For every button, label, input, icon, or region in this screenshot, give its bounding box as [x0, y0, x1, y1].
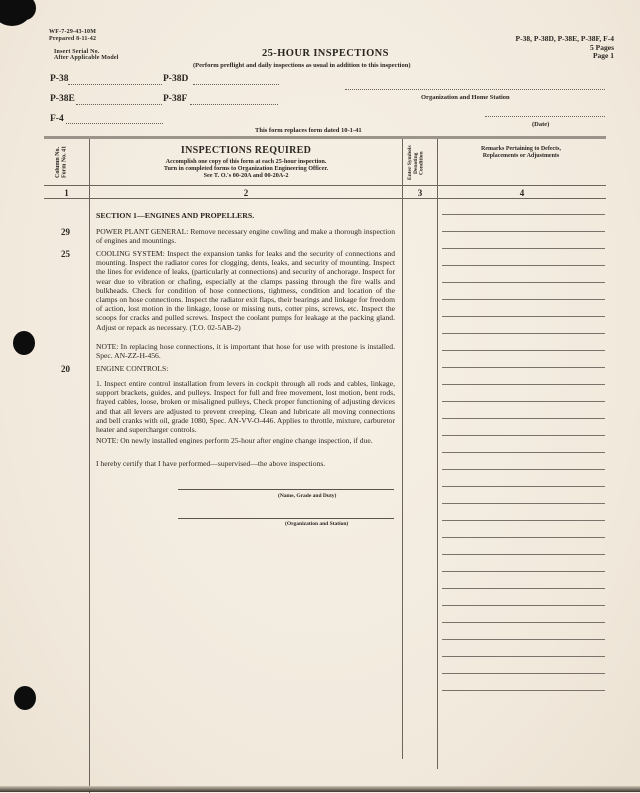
serial-field-p38e[interactable] — [76, 104, 162, 105]
item-engine-controls-heading: ENGINE CONTROLS: — [96, 364, 169, 373]
col4-header: Remarks Pertaining to Defects, Replacements or Adjustments — [481, 146, 561, 159]
page-number: Page 1 — [592, 51, 614, 60]
col2-header-block — [90, 145, 402, 179]
column-divider-3 — [437, 139, 438, 769]
serial-instruction-2: After Applicable Model — [54, 55, 119, 61]
item-col-number: 25 — [61, 249, 70, 259]
form-title: 25-HOUR INSPECTIONS — [262, 48, 389, 59]
item-cooling-system: COOLING SYSTEM: Inspect the expansion tanks for leaks and the security of connections and mounting. Inspect the radiator cores for clogging, dents, leaks, and security of mounting. Inspect the lines for evidence of leaks, (particularly at connections) and security of anchorage. Inspect for wear due to vibration or chafing, especially at the clamps passing through the fire walls and bulkheads. Check for condition of hose connections, tightness, condition and location of the clamps on hose connections. Inspect the radiator exit flaps, their bearings and linkage for freedom of action, lost motion in the linkage, loose or missing nuts, cotter pins, screws, etc. Inspect the scoops for cracks and pulled screws. Inspect the coolant pumps for leakage at the packing gland. Adjust or repack as necessary. (T.O. 02-5AB-2) — [96, 249, 395, 332]
applicable-models: P-38, P-38D, P-38E, P-38F, F-4 — [515, 34, 614, 43]
org-home-station-label: Organization and Home Station — [421, 94, 510, 101]
certification-statement: I hereby certify that I have performed—supervised—the above inspections. — [96, 459, 326, 468]
org-home-station-field[interactable] — [345, 89, 605, 90]
date-field[interactable] — [485, 116, 605, 117]
remarks-line[interactable] — [442, 605, 605, 606]
remarks-line[interactable] — [442, 214, 605, 215]
serial-field-p38f[interactable] — [190, 104, 278, 105]
col-number-3: 3 — [417, 188, 423, 198]
remarks-line[interactable] — [442, 265, 605, 266]
remarks-line[interactable] — [442, 622, 605, 623]
punch-hole-bottom — [14, 686, 36, 710]
remarks-line[interactable] — [442, 248, 605, 249]
item-col-number: 20 — [61, 364, 70, 374]
signature-name-label: (Name, Grade and Duty) — [278, 493, 337, 499]
replaces-note: This form replaces form dated 10-1-41 — [255, 127, 362, 134]
remarks-line[interactable] — [442, 588, 605, 589]
serial-instruction-1: Insert Serial No. — [54, 49, 100, 55]
model-label-p38e: P-38E — [50, 94, 75, 104]
remarks-line[interactable] — [442, 384, 605, 385]
col-number-2: 2 — [243, 188, 249, 198]
col2-instructions-2: Turn in completed forms to Organization Engineering Officer. — [163, 165, 329, 172]
signature-org-field[interactable] — [178, 518, 394, 519]
prepared-date: Prepared 8-11-42 — [49, 36, 97, 42]
remarks-line[interactable] — [442, 401, 605, 402]
remarks-line[interactable] — [442, 231, 605, 232]
col2-instructions-3: See T. O.'s 00-20A and 00-20A-2 — [203, 172, 289, 179]
serial-field-p38[interactable] — [68, 84, 162, 85]
serial-field-f4[interactable] — [66, 123, 163, 124]
signature-name-field[interactable] — [178, 489, 394, 490]
total-pages: 5 Pages — [590, 42, 614, 52]
remarks-line[interactable] — [442, 282, 605, 283]
model-label-f4: F-4 — [50, 114, 64, 124]
col-number-1: 1 — [64, 188, 69, 198]
remarks-line[interactable] — [442, 690, 605, 691]
header-bottom-rule — [44, 185, 606, 186]
model-label-p38: P-38 — [50, 74, 69, 84]
item-col-number: 29 — [61, 227, 70, 237]
column-divider-1 — [89, 139, 90, 793]
signature-org-label: (Organization and Station) — [285, 521, 349, 527]
item-engine-controls-note: NOTE: On newly installed engines perform 25-hour after engine change inspection, if due. — [96, 436, 373, 445]
header-rule — [44, 136, 606, 139]
remarks-line[interactable] — [442, 673, 605, 674]
remarks-line[interactable] — [442, 435, 605, 436]
item-cooling-note: NOTE: In replacing hose connections, it is important that hose for use with prestone is installed. Spec. AN-ZZ-H-456. — [96, 342, 395, 361]
model-label-p38f: P-38F — [163, 94, 188, 104]
section-title: SECTION 1—ENGINES AND PROPELLERS. — [96, 211, 255, 220]
remarks-line[interactable] — [442, 316, 605, 317]
col-number-4: 4 — [519, 188, 525, 198]
remarks-line[interactable] — [442, 469, 605, 470]
form-number: WF-7-29-43-10M — [49, 29, 97, 35]
remarks-line[interactable] — [442, 537, 605, 538]
remarks-line[interactable] — [442, 486, 605, 487]
item-engine-controls: 1. Inspect entire control installation from levers in cockpit through all rods and cables, linkage, support brackets, guides, and pulleys. Inspect for full and free movement, lost motion, bent rods, frayed cables, loose, broken or misaligned pulleys, Check proper functioning of adjusting devices and that all levers are adjusted to prevent creeping. Clean and lubricate all moving connections and bell cranks with oil, grade 1080, Spec. AN-VV-O-446. Applies to throttle, mixture, carburetor heater and supercharger controls. — [96, 379, 395, 435]
applicability-block — [516, 35, 614, 61]
serial-field-p38d[interactable] — [193, 84, 279, 85]
col2-header: INSPECTIONS REQUIRED — [180, 145, 312, 156]
item-power-plant: POWER PLANT GENERAL: Remove necessary engine cowling and make a thorough inspection of engines and mountings. — [96, 227, 395, 246]
remarks-line[interactable] — [442, 656, 605, 657]
remarks-line[interactable] — [442, 571, 605, 572]
remarks-line[interactable] — [442, 503, 605, 504]
remarks-line[interactable] — [442, 418, 605, 419]
remarks-line[interactable] — [442, 639, 605, 640]
remarks-line[interactable] — [442, 452, 605, 453]
col-number-rule — [44, 198, 606, 199]
remarks-line[interactable] — [442, 520, 605, 521]
col2-instructions-1: Accomplish one copy of this form at each 25-hour inspection. — [165, 158, 327, 165]
form-subtitle: (Perform preflight and daily inspections as usual in addition to this inspection) — [193, 62, 411, 69]
col3-header: Enter Symbols Denoting Condition — [407, 145, 425, 181]
remarks-line[interactable] — [442, 333, 605, 334]
col1-header: Column No. Form No. 41 — [55, 145, 68, 179]
date-label: (Date) — [532, 121, 550, 128]
remarks-line[interactable] — [442, 367, 605, 368]
ink-blot — [14, 0, 36, 20]
remarks-line[interactable] — [442, 299, 605, 300]
punch-hole-middle — [13, 331, 35, 355]
page-bottom-edge — [0, 786, 640, 792]
model-label-p38d: P-38D — [163, 74, 189, 84]
remarks-line[interactable] — [442, 350, 605, 351]
column-divider-2 — [402, 139, 403, 759]
remarks-line[interactable] — [442, 554, 605, 555]
